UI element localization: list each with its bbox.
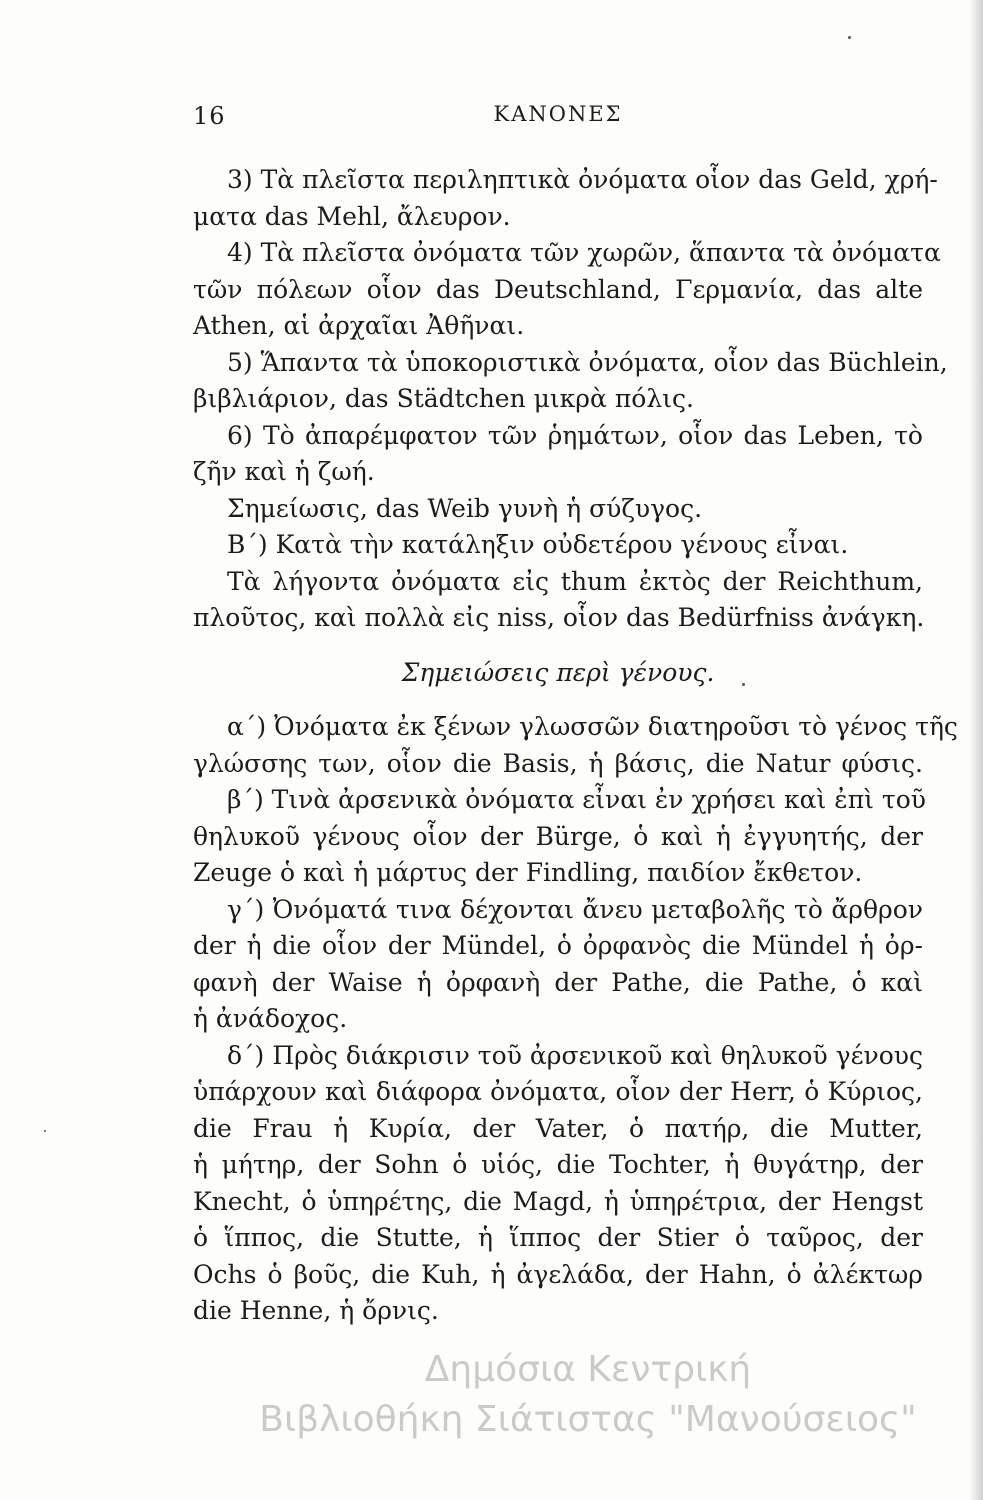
body-text bbox=[193, 162, 958, 1330]
text-line: 6) Τὸ ἀπαρέμφατον τῶν ῥημάτων, οἷον das Leben, τὸ bbox=[227, 420, 923, 450]
ink-speck bbox=[848, 36, 851, 39]
text-line: φανὴ der Waise ἡ ὀρφανὴ der Pathe, die Pathe, ὁ καὶ bbox=[193, 967, 923, 997]
text-line: die Frau ἡ Κυρία, der Vater, ὁ πατήρ, die Mutter, bbox=[193, 1113, 923, 1143]
page-edge-shadow bbox=[969, 0, 983, 1500]
paragraph-gap bbox=[193, 691, 923, 709]
text-line: Zeuge ὁ καὶ ἡ μάρτυς der Findling, παιδίον ἔκθετον. bbox=[193, 858, 863, 887]
text-line: ματα das Mehl, ἄλευρον. bbox=[193, 201, 511, 231]
text-line: 5) Ἅπαντα τὰ ὑποκοριστικὰ ὀνόματα, οἷον das Büchlein, bbox=[227, 347, 948, 377]
section-heading: Σημειώσεις περὶ γένους. bbox=[401, 657, 715, 687]
page-number: 16 bbox=[193, 102, 226, 130]
ink-speck bbox=[742, 683, 745, 686]
text-line: β΄) Τινὰ ἀρσενικὰ ὀνόματα εἶναι ἐν χρήσει καὶ ἐπὶ τοῦ bbox=[227, 785, 926, 814]
watermark-line-1: Δημόσια Κεντρική bbox=[424, 1349, 752, 1390]
text-line: der ἡ die οἷον der Mündel, ὁ ὀρφανὸς die Mündel ἡ ὀρ- bbox=[193, 931, 923, 960]
text-line: α΄) Ὀνόματα ἐκ ξένων γλωσσῶν διατηροῦσι τὸ γένος τῆς bbox=[227, 712, 958, 741]
text-line: ὑπάρχουν καὶ διάφορα ὀνόματα, οἷον der Herr, ὁ Κύριος, bbox=[193, 1077, 923, 1106]
watermark-line-2: Βιβλιοθήκη Σιάτιστας "Μανούσειος" bbox=[259, 1399, 917, 1440]
library-watermark bbox=[228, 1345, 948, 1445]
text-line: 4) Τὰ πλεῖστα ὀνόματα τῶν χωρῶν, ἅπαντα τὰ ὀνόματα bbox=[227, 238, 941, 267]
text-line: Ochs ὁ βοῦς, die Kuh, ἡ ἀγελάδα, der Hahn, ὁ ἀλέκτωρ bbox=[193, 1259, 923, 1289]
text-line: Athen, αἱ ἀρχαῖαι Ἀθῆναι. bbox=[193, 311, 525, 340]
paragraph-gap bbox=[193, 637, 923, 655]
text-line: Β΄) Κατὰ τὴν κατάληξιν οὐδετέρου γένους εἶναι. bbox=[227, 530, 849, 559]
text-line: ἡ ἀνάδοχος. bbox=[193, 1004, 348, 1033]
text-line: Σημείωσις, das Weib γυνὴ ἡ σύζυγος. bbox=[227, 493, 703, 523]
text-line: τῶν πόλεων οἷον das Deutschland, Γερμανία, das alte bbox=[193, 274, 923, 304]
text-line: Τὰ λήγοντα ὀνόματα εἰς thum ἐκτὸς der Reichthum, bbox=[227, 566, 923, 596]
text-line: Knecht, ὁ ὑπηρέτης, die Magd, ἡ ὑπηρέτρια, der Hengst bbox=[193, 1186, 923, 1216]
text-line: ἡ μήτηρ, der Sohn ὁ υἱός, die Tochter, ἡ θυγάτηρ, der bbox=[193, 1150, 923, 1179]
text-line: βιβλιάριον, das Städtchen μικρὰ πόλις. bbox=[193, 384, 694, 413]
text-line: 3) Τὰ πλεῖστα περιληπτικὰ ὀνόματα οἷον das Geld, χρή- bbox=[227, 165, 938, 194]
text-line: θηλυκοῦ γένους οἷον der Bürge, ὁ καὶ ἡ ἐγγυητής, der bbox=[193, 821, 923, 851]
text-line: ὁ ἵππος, die Stutte, ἡ ἵππος der Stier ὁ ταῦρος, der bbox=[193, 1223, 923, 1252]
running-title: ΚΑΝΟΝΕΣ bbox=[493, 102, 623, 126]
ink-speck bbox=[44, 1130, 46, 1132]
text-line: γ΄) Ὀνόματά τινα δέχονται ἄνευ μεταβολῆς τὸ ἄρθρον bbox=[227, 894, 923, 924]
page-header bbox=[193, 102, 923, 136]
text-line: δ΄) Πρὸς διάκρισιν τοῦ ἀρσενικοῦ καὶ θηλυκοῦ γένους bbox=[227, 1040, 923, 1070]
text-line: πλοῦτος, καὶ πολλὰ εἰς niss, οἷον das Bedürfniss ἀνάγκη. bbox=[193, 603, 925, 632]
text-line: γλώσσης των, οἷον die Basis, ἡ βάσις, die Natur φύσις. bbox=[193, 748, 923, 778]
text-line: ζῆν καὶ ἡ ζωή. bbox=[193, 457, 375, 486]
text-line: die Henne, ἡ ὄρνις. bbox=[193, 1296, 439, 1325]
